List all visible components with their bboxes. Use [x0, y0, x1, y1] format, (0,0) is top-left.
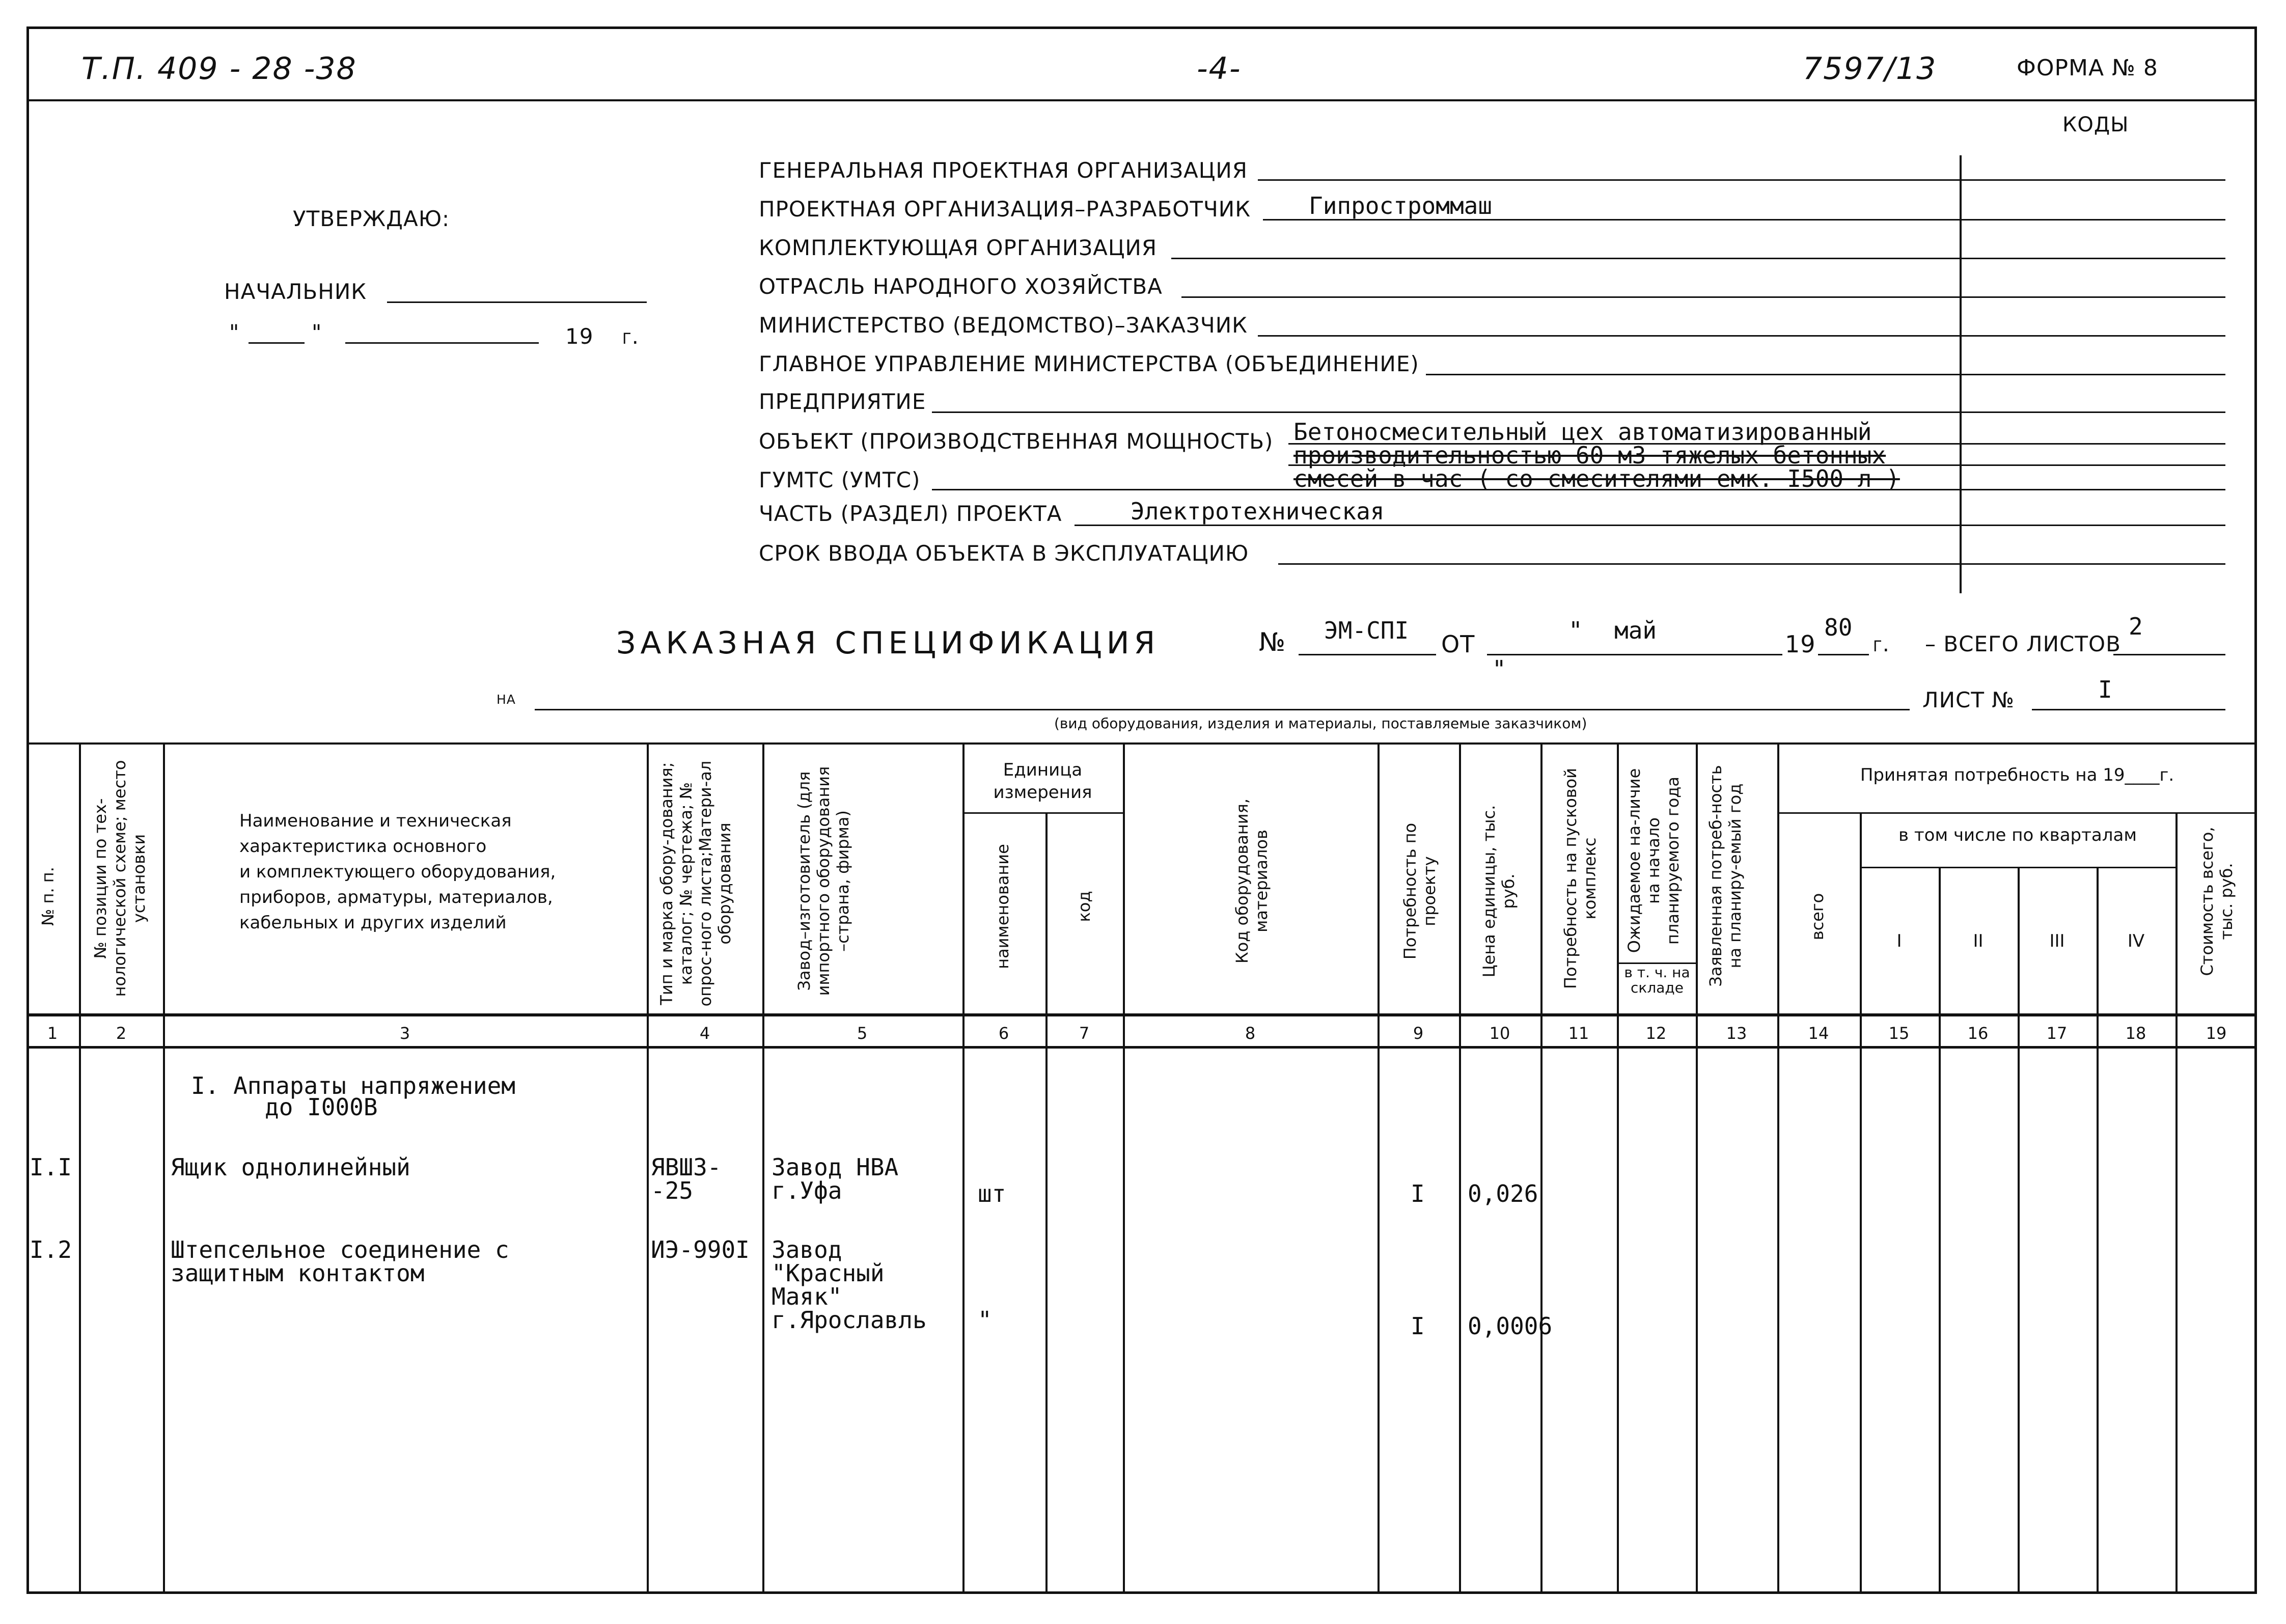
- column-number-1: 1: [47, 1024, 58, 1043]
- col8-header: Код оборудования, материалов: [1232, 798, 1271, 964]
- col7-header: код: [1075, 891, 1094, 922]
- approval-year-prefix: 19: [565, 324, 594, 349]
- chief-signature-line[interactable]: [387, 301, 647, 303]
- total-sheets-label: – ВСЕГО ЛИСТОВ: [1925, 631, 2121, 656]
- accepted-demand-header: Принятая потребность на 19____г.: [1860, 765, 2174, 785]
- spec-from-label: ОТ: [1441, 630, 1475, 658]
- col1-header: № п. п.: [38, 867, 58, 926]
- col19-header: Стоимость всего, тыс. руб.: [2197, 827, 2236, 976]
- column-number-6: 6: [998, 1024, 1009, 1043]
- column-number-2: 2: [116, 1024, 127, 1043]
- project-part-line[interactable]: [1075, 525, 2225, 526]
- unit-group-header: Единица измерения: [993, 760, 1092, 803]
- sheet-number-line[interactable]: [2032, 709, 2225, 710]
- spec-title: ЗАКАЗНАЯ СПЕЦИФИКАЦИЯ: [616, 625, 1160, 661]
- col12-sub-header: в т. ч. на складе: [1624, 964, 1690, 996]
- object-value-line-1: Бетоносмесительный цех автоматизированный: [1293, 418, 1872, 446]
- codes-label: КОДЫ: [2062, 113, 2129, 136]
- object-value-line-3: смесей в час ( со смесителями емк. I500 л ): [1293, 465, 1900, 492]
- column-number-10: 10: [1489, 1024, 1510, 1043]
- table-header-bottom-rule: [26, 1013, 2257, 1016]
- col-divider-15: [1939, 867, 1941, 1594]
- section-title-line-1: I. Аппараты напряжением: [191, 1072, 515, 1099]
- col-divider-11: [1617, 742, 1619, 1594]
- row2-name-line-1: Штепсельное соединение с: [171, 1236, 509, 1263]
- column-number-8: 8: [1245, 1024, 1256, 1043]
- spec-on-label: на: [497, 687, 516, 708]
- gumts-label: ГУМТС (УМТС): [759, 467, 921, 492]
- page-marker: -4-: [1197, 51, 1242, 87]
- row2-type: ИЭ-990I: [651, 1236, 750, 1263]
- col2-header: № позиции по тех-нологической схеме; место установки: [91, 760, 149, 997]
- row1-factory-line-1: Завод НВА: [772, 1153, 899, 1181]
- col-divider-13: [1777, 742, 1779, 1594]
- enterprise-line[interactable]: [932, 411, 2225, 413]
- form-number: ФОРМА № 8: [2017, 55, 2158, 81]
- chief-label: НАЧАЛЬНИК: [224, 279, 367, 304]
- project-part-label: ЧАСТЬ (РАЗДЕЛ) ПРОЕКТА: [759, 501, 1062, 526]
- spec-subcaption: (вид оборудования, изделия и материалы, поставляемые заказчиком): [1054, 715, 1587, 732]
- row1-price: 0,026: [1468, 1180, 1538, 1207]
- col10-header: Цена единицы, тыс. руб.: [1479, 805, 1518, 978]
- col-divider-8: [1378, 742, 1380, 1594]
- col-divider-17: [2097, 867, 2099, 1594]
- main-directorate-line[interactable]: [1426, 374, 2225, 375]
- spec-year-suffix: 80: [1824, 614, 1853, 641]
- spec-quote-open: ": [1568, 617, 1583, 644]
- column-number-17: 17: [2046, 1024, 2068, 1043]
- column-number-4: 4: [699, 1024, 710, 1043]
- approve-label: УТВЕРЖДАЮ:: [293, 206, 450, 231]
- column-number-15: 15: [1888, 1024, 1910, 1043]
- general-org-label: ГЕНЕРАЛЬНАЯ ПРОЕКТНАЯ ОРГАНИЗАЦИЯ: [759, 158, 1248, 183]
- developer-org-value: Гипростроммаш: [1309, 192, 1493, 219]
- date-open-quote: ": [229, 320, 240, 345]
- ministry-label: МИНИСТЕРСТВО (ВЕДОМСТВО)–ЗАКАЗЧИК: [759, 313, 1248, 338]
- object-line-2[interactable]: [1288, 464, 2225, 466]
- col3-header-line-5: кабельных и других изделий: [239, 913, 507, 933]
- col3-header-line-2: характеристика основного: [239, 836, 487, 857]
- project-part-value: Электротехническая: [1131, 498, 1385, 525]
- spec-month: май: [1614, 617, 1657, 644]
- object-label: ОБЪЕКТ (ПРОИЗВОДСТВЕННАЯ МОЩНОСТЬ): [759, 429, 1274, 454]
- total-sheets-value: 2: [2129, 613, 2143, 640]
- spec-year-g: г.: [1873, 631, 1890, 656]
- accepted-group-rule: [1777, 812, 2257, 814]
- quarter-1-header: I: [1896, 931, 1902, 951]
- col-divider-1: [79, 742, 81, 1594]
- col-divider-18: [2175, 812, 2178, 1594]
- column-number-9: 9: [1413, 1024, 1424, 1043]
- row2-factory-line-3: Маяк": [772, 1283, 842, 1310]
- row2-name-line-2: защитным контактом: [171, 1259, 425, 1287]
- col-divider-2: [163, 742, 165, 1594]
- col-divider-4: [762, 742, 764, 1594]
- row2-factory-line-2: "Красный: [772, 1259, 885, 1287]
- column-number-19: 19: [2206, 1024, 2227, 1043]
- industry-label: ОТРАСЛЬ НАРОДНОГО ХОЗЯЙСТВА: [759, 274, 1163, 299]
- row2-price: 0,0006: [1468, 1312, 1553, 1340]
- col-divider-6: [1045, 812, 1048, 1594]
- commissioning-deadline-label: СРОК ВВОДА ОБЪЕКТА В ЭКСПЛУАТАЦИЮ: [759, 541, 1249, 566]
- column-number-12: 12: [1645, 1024, 1667, 1043]
- table-top-rule: [26, 742, 2257, 745]
- col-divider-10: [1540, 742, 1543, 1594]
- spec-quote-close: ": [1492, 655, 1506, 683]
- developer-org-label: ПРОЕКТНАЯ ОРГАНИЗАЦИЯ–РАЗРАБОТЧИК: [759, 197, 1251, 222]
- object-line-3[interactable]: [932, 489, 2225, 490]
- row1-factory-line-2: г.Уфа: [772, 1177, 842, 1204]
- row2-quantity: I: [1411, 1312, 1425, 1340]
- spec-date-line[interactable]: [1487, 654, 1782, 655]
- col3-header-line-1: Наименование и техническая: [239, 811, 512, 831]
- table-number-row-rule: [26, 1046, 2257, 1049]
- general-org-line[interactable]: [1258, 179, 2225, 181]
- spec-year-line[interactable]: [1818, 654, 1869, 655]
- approval-year-suffix: г.: [622, 324, 640, 349]
- col11-header: Потребность на пусковой комплекс: [1561, 767, 1600, 989]
- row1-unit: шт: [978, 1180, 1006, 1207]
- object-value-line-2: производительностью 60 м3 тяжелых бетонных: [1293, 442, 1886, 469]
- section-title-line-2: до I000В: [265, 1093, 378, 1121]
- row1-type-line-1: ЯВШЗ-: [651, 1153, 722, 1181]
- column-number-16: 16: [1967, 1024, 1989, 1043]
- sheet-number-label: ЛИСТ №: [1922, 687, 2015, 712]
- row1-quantity: I: [1411, 1180, 1425, 1207]
- row2-factory-line-4: г.Ярославль: [772, 1306, 927, 1334]
- approval-month-line[interactable]: [345, 342, 539, 344]
- spec-number-sign: №: [1259, 627, 1286, 657]
- col14-header: всего: [1808, 893, 1827, 941]
- spec-subject-line[interactable]: [535, 709, 1910, 710]
- object-line-1[interactable]: [1288, 443, 2225, 445]
- spec-year-prefix: 19: [1785, 630, 1816, 658]
- main-directorate-label: ГЛАВНОЕ УПРАВЛЕНИЕ МИНИСТЕРСТВА (ОБЪЕДИНЕНИЕ): [759, 351, 1419, 376]
- commissioning-deadline-line[interactable]: [1278, 563, 2225, 565]
- quarter-2-header: II: [1973, 931, 1984, 951]
- col3-header-line-3: и комплектующего оборудования,: [239, 862, 556, 882]
- col-divider-16: [2018, 867, 2020, 1594]
- doc-code: Т.П. 409 - 28 -38: [81, 51, 357, 87]
- col-divider-9: [1459, 742, 1461, 1594]
- enterprise-label: ПРЕДПРИЯТИЕ: [759, 389, 926, 414]
- spec-number-line[interactable]: [1299, 654, 1436, 655]
- spec-number-value: ЭМ-СПI: [1324, 617, 1409, 644]
- column-number-3: 3: [399, 1024, 410, 1043]
- row1-type-line-2: -25: [651, 1177, 694, 1204]
- completing-org-line[interactable]: [1171, 258, 2225, 259]
- unit-group-rule: [962, 812, 1123, 814]
- col4-header: Тип и марка обору-дования; каталог; № чертежа; № опрос-ного листа;Матери-ал оборудования: [657, 760, 734, 1007]
- approval-day-line[interactable]: [249, 342, 305, 344]
- col6-header: наименование: [993, 844, 1012, 969]
- row1-position: I.I: [30, 1153, 72, 1181]
- col-divider-5: [962, 742, 965, 1594]
- column-number-18: 18: [2125, 1024, 2146, 1043]
- col5-header: Завод–изготовитель (для импортного оборудования –страна, фирма): [794, 766, 852, 996]
- row2-position: I.2: [30, 1236, 72, 1263]
- row2-unit: ": [978, 1306, 992, 1334]
- row2-factory-line-1: Завод: [772, 1236, 842, 1263]
- column-number-14: 14: [1808, 1024, 1829, 1043]
- column-number-13: 13: [1726, 1024, 1747, 1043]
- quarter-3-header: III: [2049, 931, 2065, 951]
- col9-header: Потребность по проекту: [1400, 822, 1439, 960]
- sheet-number-value: I: [2098, 676, 2112, 703]
- col12-header: Ожидаемое на-личие на начало планируемого года: [1624, 768, 1683, 953]
- industry-line[interactable]: [1181, 296, 2225, 298]
- quarters-group-rule: [1860, 867, 2175, 868]
- total-sheets-line[interactable]: [2113, 654, 2225, 655]
- archive-number: 7597/13: [1803, 51, 1937, 87]
- column-number-11: 11: [1568, 1024, 1589, 1043]
- completing-org-label: КОМПЛЕКТУЮЩАЯ ОРГАНИЗАЦИЯ: [759, 235, 1158, 260]
- col-divider-7: [1123, 742, 1125, 1594]
- col-divider-3: [647, 742, 649, 1594]
- quarters-group-header: в том числе по кварталам: [1898, 825, 2137, 845]
- developer-org-line[interactable]: [1263, 219, 2225, 221]
- column-number-7: 7: [1079, 1024, 1090, 1043]
- col3-header-line-4: приборов, арматуры, материалов,: [239, 887, 553, 907]
- column-number-5: 5: [857, 1024, 868, 1043]
- row1-name: Ящик однолинейный: [171, 1153, 410, 1181]
- date-close-quote: ": [312, 320, 322, 345]
- ministry-line[interactable]: [1258, 335, 2225, 337]
- quarter-4-header: IV: [2127, 931, 2145, 951]
- col-divider-12: [1696, 742, 1698, 1594]
- header-rule: [26, 99, 2257, 101]
- col13-header: Заявленная потреб-ность на планиру-емый год: [1706, 765, 1745, 987]
